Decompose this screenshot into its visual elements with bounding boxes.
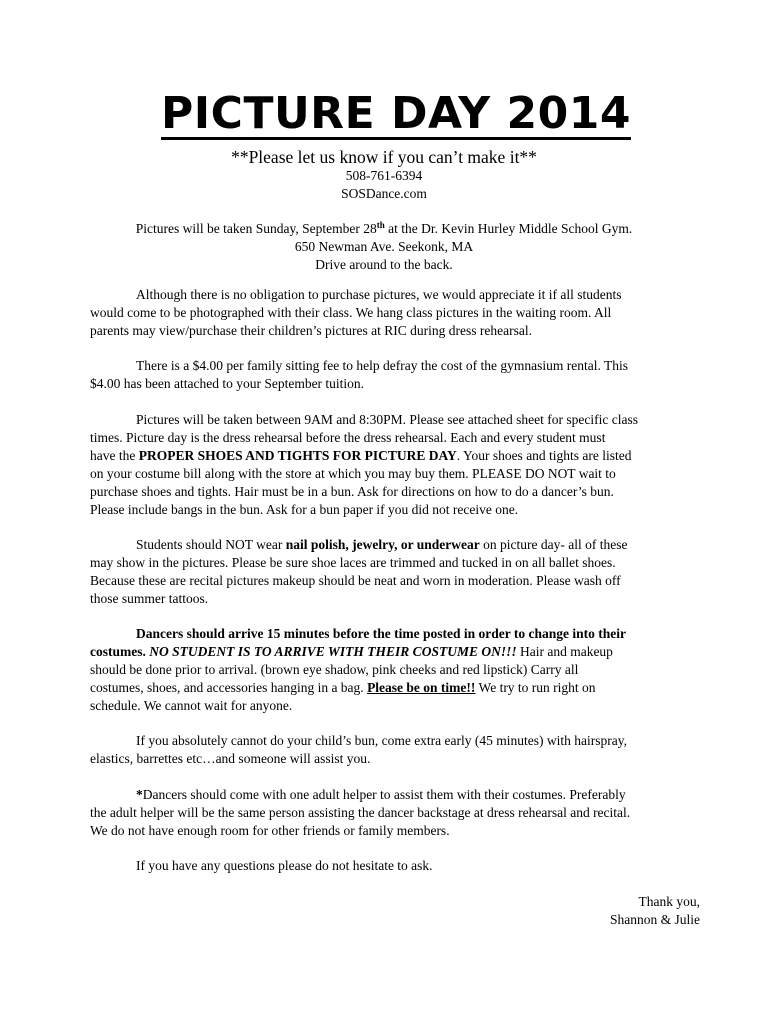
- text-line: on your costume bill along with the store at which you may buy them. PLEASE DO NOT wait to: [90, 465, 616, 481]
- text-line: schedule. We cannot wait for anyone.: [90, 697, 293, 713]
- text-line: We do not have enough room for other friends or family members.: [90, 822, 450, 838]
- text-line: have the PROPER SHOES AND TIGHTS FOR PICTURE DAY. Your shoes and tights are listed: [90, 447, 632, 463]
- paragraph-purchase: [90, 286, 702, 340]
- paragraph-questions: [90, 857, 702, 875]
- text-line: $4.00 has been attached to your September tuition.: [90, 375, 365, 391]
- signoff-thanks: Thank you,: [638, 894, 700, 909]
- date-ordinal: th: [376, 220, 385, 230]
- text-line: If you absolutely cannot do your child’s bun, come extra early (45 minutes) with hairspray,: [136, 733, 627, 748]
- location-venue: at the Dr. Kevin Hurley Middle School Gym.: [384, 221, 633, 236]
- text-line: should be done prior to arrival. (brown eye shadow, pink cheeks and red lipstick) Carry all: [90, 661, 579, 677]
- text-line: times. Picture day is the dress rehearsal before the dress rehearsal. Each and every student must: [90, 429, 606, 445]
- text-line: Students should NOT wear nail polish, jewelry, or underwear on picture day- all of these: [136, 537, 628, 552]
- phone-number: 508-761-6394: [345, 168, 423, 183]
- no-costume-warning: NO STUDENT IS TO ARRIVE WITH THEIR COSTUME ON!!!: [145, 643, 517, 659]
- shoes-tights-emphasis: PROPER SHOES AND TIGHTS FOR PICTURE DAY: [138, 447, 457, 463]
- text-line: elastics, barrettes etc…and someone will assist you.: [90, 750, 371, 766]
- text-line: Pictures will be taken between 9AM and 8:30PM. Please see attached sheet for specific class: [136, 412, 638, 427]
- text-line: parents may view/purchase their children’s pictures at RIC during dress rehearsal.: [90, 322, 532, 338]
- text-line: There is a $4.00 per family sitting fee to help defray the cost of the gymnasium rental. This: [136, 358, 628, 373]
- paragraph-adult-helper: [90, 786, 702, 840]
- text-line: the adult helper will be the same person assisting the dancer backstage at dress rehearsal and recital.: [90, 804, 631, 820]
- location-date: Pictures will be taken Sunday, September 28: [135, 221, 377, 236]
- paragraph-bun-help: [90, 732, 702, 768]
- text-line: Although there is no obligation to purchase pictures, we would appreciate it if all students: [136, 287, 622, 302]
- paragraph-schedule: [90, 411, 702, 518]
- text-line: purchase shoes and tights. Hair must be in a bun. Ask for directions on how to do a dancer’s bun.: [90, 483, 614, 499]
- text-line: [90, 625, 702, 643]
- text-line: costumes. NO STUDENT IS TO ARRIVE WITH THEIR COSTUME ON!!! Hair and makeup: [90, 643, 613, 659]
- website: SOSDance.com: [341, 186, 427, 201]
- paragraph-sitting-fee: [90, 357, 702, 393]
- page-title: [0, 86, 768, 142]
- text-line: Because these are recital pictures makeup should be neat and worn in moderation. Please wash off: [90, 572, 621, 588]
- text-line: Please include bangs in the bun. Ask for a bun paper if you did not receive one.: [90, 501, 519, 517]
- text-line: *Dancers should come with one adult helper to assist them with their costumes. Preferably: [136, 787, 626, 802]
- text-line: may show in the pictures. Please be sure shoe laces are trimmed and tucked in on all ballet shoes.: [90, 554, 616, 570]
- text-line: those summer tattoos.: [90, 590, 209, 606]
- paragraph-appearance: [90, 536, 702, 608]
- text-line: If you have any questions please do not hesitate to ask.: [136, 858, 433, 873]
- location-directions: Drive around to the back.: [315, 257, 453, 272]
- arrival-emphasis: Dancers should arrive 15 minutes before the time posted in order to change into their: [136, 626, 626, 641]
- no-wear-emphasis: nail polish, jewelry, or underwear: [285, 537, 480, 552]
- page-title-text: PICTURE DAY 2014: [161, 88, 631, 139]
- text-line: costumes, shoes, and accessories hanging in a bag. Please be on time!! We try to run right on: [90, 679, 596, 695]
- location-address: 650 Newman Ave. Seekonk, MA: [294, 239, 474, 254]
- location-line-1: [0, 220, 768, 238]
- subtitle: **Please let us know if you can’t make it**: [231, 147, 537, 167]
- paragraph-arrival: [90, 625, 702, 715]
- signoff-names: Shannon & Julie: [610, 912, 700, 927]
- text-line: would come to be photographed with their class. We hang class pictures in the waiting room. All: [90, 304, 612, 320]
- be-on-time-emphasis: Please be on time!!: [367, 679, 476, 695]
